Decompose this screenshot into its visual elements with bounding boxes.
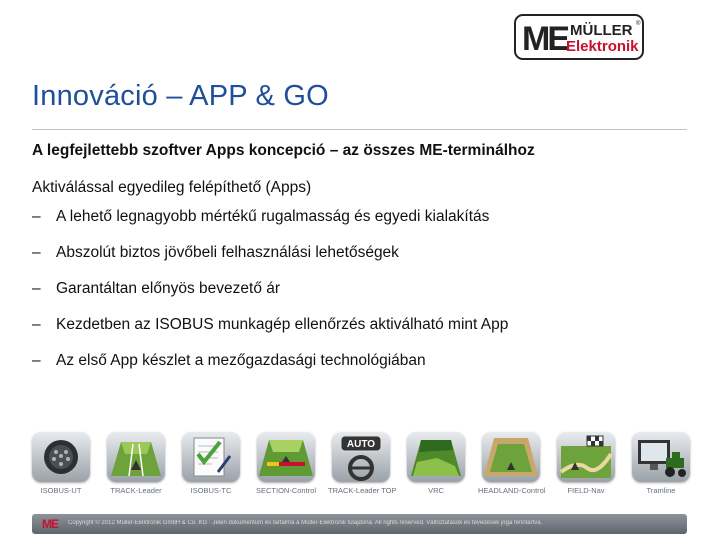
title-divider [32,129,687,130]
bullet-item [32,244,399,262]
bullet-text: Garantáltan előnyös bevezető ár [56,280,281,297]
svg-text:Elektronik: Elektronik [566,38,639,55]
app-field-nav [553,432,619,495]
bullet-item [32,352,426,370]
bullet-dash: – [32,208,41,225]
company-logo [514,14,644,60]
app-headland-control [478,432,544,495]
footer-logo-mark: ME [42,517,58,531]
app-label: ISOBUS-UT [40,486,82,495]
app-track-leader [103,432,169,495]
bullet-dash: – [32,352,41,369]
app-track-leader-top [328,432,397,495]
bullet-item [32,280,280,298]
tractor-monitor-icon [632,432,690,482]
app-vrc [403,432,469,495]
app-tramline [628,432,694,495]
app-label: ISOBUS-TC [190,486,232,495]
bullet-text: A lehető legnagyobb mértékű rugalmasság és egyedi kialakítás [56,208,490,225]
app-section-control [253,432,319,495]
slide-subtitle: A legfejlettebb szoftver Apps koncepció – az összes ME-terminálhoz [32,142,535,159]
field-track-icon [107,432,165,482]
mueller-elektronik-logo [514,14,644,60]
app-label: TRACK-Leader [110,486,162,495]
app-label: Tramline [646,486,676,495]
connector-icon [32,432,90,482]
field-nav-icon [557,432,615,482]
headland-icon [482,432,540,482]
footer-copyright: Copyright © 2012 Müller-Elektronik GmbH & Co. KG · Jelen dokumentum és tartalma a Müller-Elektronik tulajdona. All rights reserved. Változtatások és tévedések joga fenntartva. [68,520,543,526]
bullet-dash: – [32,244,41,261]
svg-text:ME: ME [522,20,567,58]
app-icon-row [28,432,698,498]
app-label: TRACK-Leader TOP [328,486,397,495]
bullet-item [32,316,508,334]
app-isobus-tc [178,432,244,495]
checklist-icon [182,432,240,482]
svg-text:®: ® [636,21,641,27]
bullet-item [32,208,489,226]
footer-bar [32,514,687,534]
auto-steer-icon [332,432,390,482]
footer-logo [42,517,58,531]
app-label: VRC [428,486,444,495]
svg-text:AUTO: AUTO [346,439,376,450]
bullet-dash: – [32,280,41,297]
svg-text:MÜLLER: MÜLLER [570,22,633,39]
app-label: HEADLAND-Control [478,486,546,495]
bullet-dash: – [32,316,41,333]
app-label: SECTION-Control [255,486,316,495]
intro-text: Aktiválással egyedileg felépíthető (Apps) [32,179,312,196]
app-isobus-ut [28,432,94,495]
bullet-text: Kezdetben az ISOBUS munkagép ellenőrzés aktiválható mint App [56,316,509,333]
app-label: FIELD-Nav [567,486,605,495]
bullet-text: Az első App készlet a mezőgazdasági technológiában [56,352,426,369]
bullet-text: Abszolút biztos jövőbeli felhasználási lehetőségek [56,244,399,261]
slide-title: Innováció – APP & GO [32,80,329,112]
section-control-icon [257,432,315,482]
rate-map-icon [407,432,465,482]
